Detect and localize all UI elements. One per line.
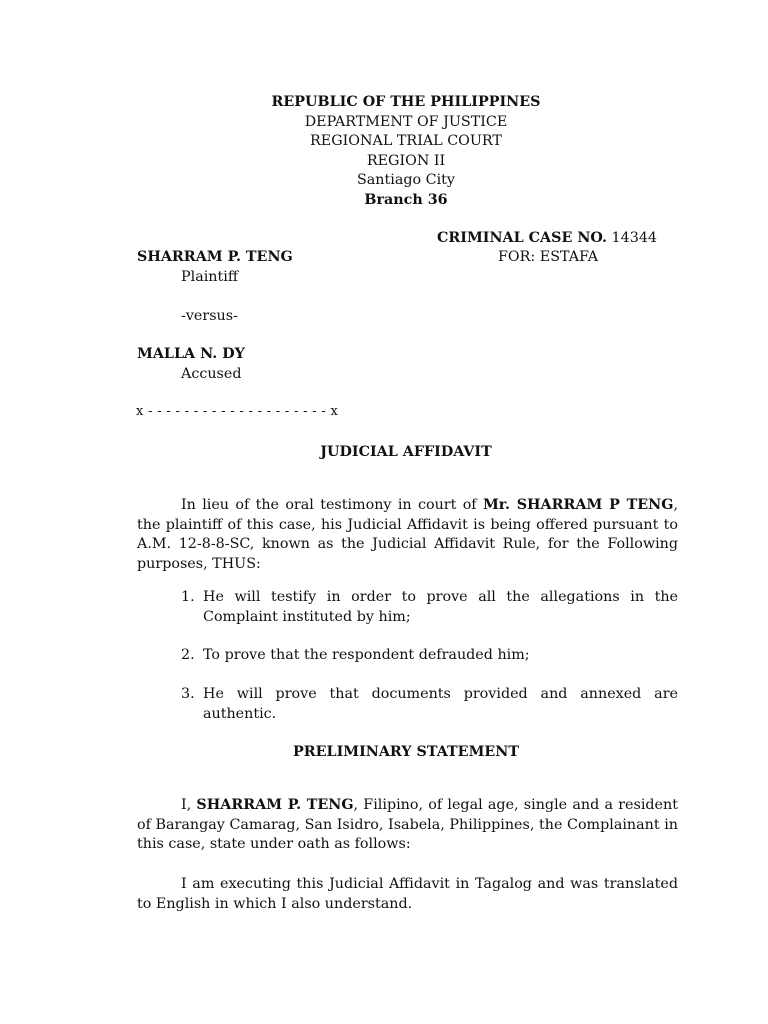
purpose-item-2 — [181, 646, 678, 666]
header-city: Santiago City — [356, 172, 455, 189]
intro-affiant-name: Mr. SHARRAM P TENG — [482, 497, 674, 513]
intro-text-end: , the plaintiff of this case, his Judicial Affidavit is being offered pursuant to A.M. 12-8-8-SC, known as the Judicial Affidavit Rule, for the Following purposes, THUS: — [137, 497, 678, 572]
purpose-item-1 — [181, 588, 678, 627]
caption-separator: x - - - - - - - - - - - - - - - - - - - - x — [136, 404, 339, 419]
plaintiff-name: SHARRAM P. TENG — [137, 249, 293, 265]
purpose-text: To prove that the respondent defrauded him; — [203, 647, 530, 663]
case-charge: FOR: ESTAFA — [498, 249, 599, 265]
preliminary-title: PRELIMINARY STATEMENT — [292, 744, 520, 760]
intro-text-start: In lieu of the oral testimony in court of — [181, 497, 483, 513]
affidavit-title: JUDICIAL AFFIDAVIT — [320, 444, 492, 460]
case-number-line — [437, 230, 657, 246]
preliminary-paragraph-2: I am executing this Judicial Affidavit in Tagalog and was translated to English in which I also understand. — [137, 876, 678, 912]
preliminary-text-start: I, — [181, 797, 197, 813]
plaintiff-role: Plaintiff — [181, 269, 238, 285]
case-number-label: CRIMINAL CASE NO. — [437, 230, 607, 246]
intro-paragraph — [137, 496, 678, 574]
purpose-number: 2. — [181, 647, 195, 663]
preliminary-affiant-name: SHARRAM P. TENG — [196, 797, 354, 813]
purpose-item-3 — [181, 685, 678, 724]
accused-name: MALLA N. DY — [137, 346, 245, 362]
purpose-number: 1. — [181, 589, 195, 605]
court-header — [0, 93, 768, 211]
purpose-text: He will testify in order to prove all the allegations in the Complaint instituted by him; — [203, 589, 678, 625]
preliminary-paragraph-1 — [137, 796, 678, 855]
header-region: REGION II — [366, 152, 446, 169]
header-department: DEPARTMENT OF JUSTICE — [304, 113, 508, 130]
purpose-number: 3. — [181, 686, 195, 702]
case-number: 14344 — [611, 230, 658, 246]
header-court: REGIONAL TRIAL COURT — [310, 133, 502, 150]
accused-role: Accused — [181, 366, 242, 382]
preliminary-text-end: , Filipino, of legal age, single and a resident of Barangay Camarag, San Isidro, Isabela, Philippines, the Complainant in this case, state under oath as follows: — [137, 797, 678, 852]
versus: -versus- — [181, 308, 238, 324]
header-republic: REPUBLIC OF THE PHILIPPINES — [271, 94, 541, 110]
header-branch: Branch 36 — [364, 191, 448, 208]
purpose-text: He will prove that documents provided and annexed are authentic. — [203, 686, 678, 722]
